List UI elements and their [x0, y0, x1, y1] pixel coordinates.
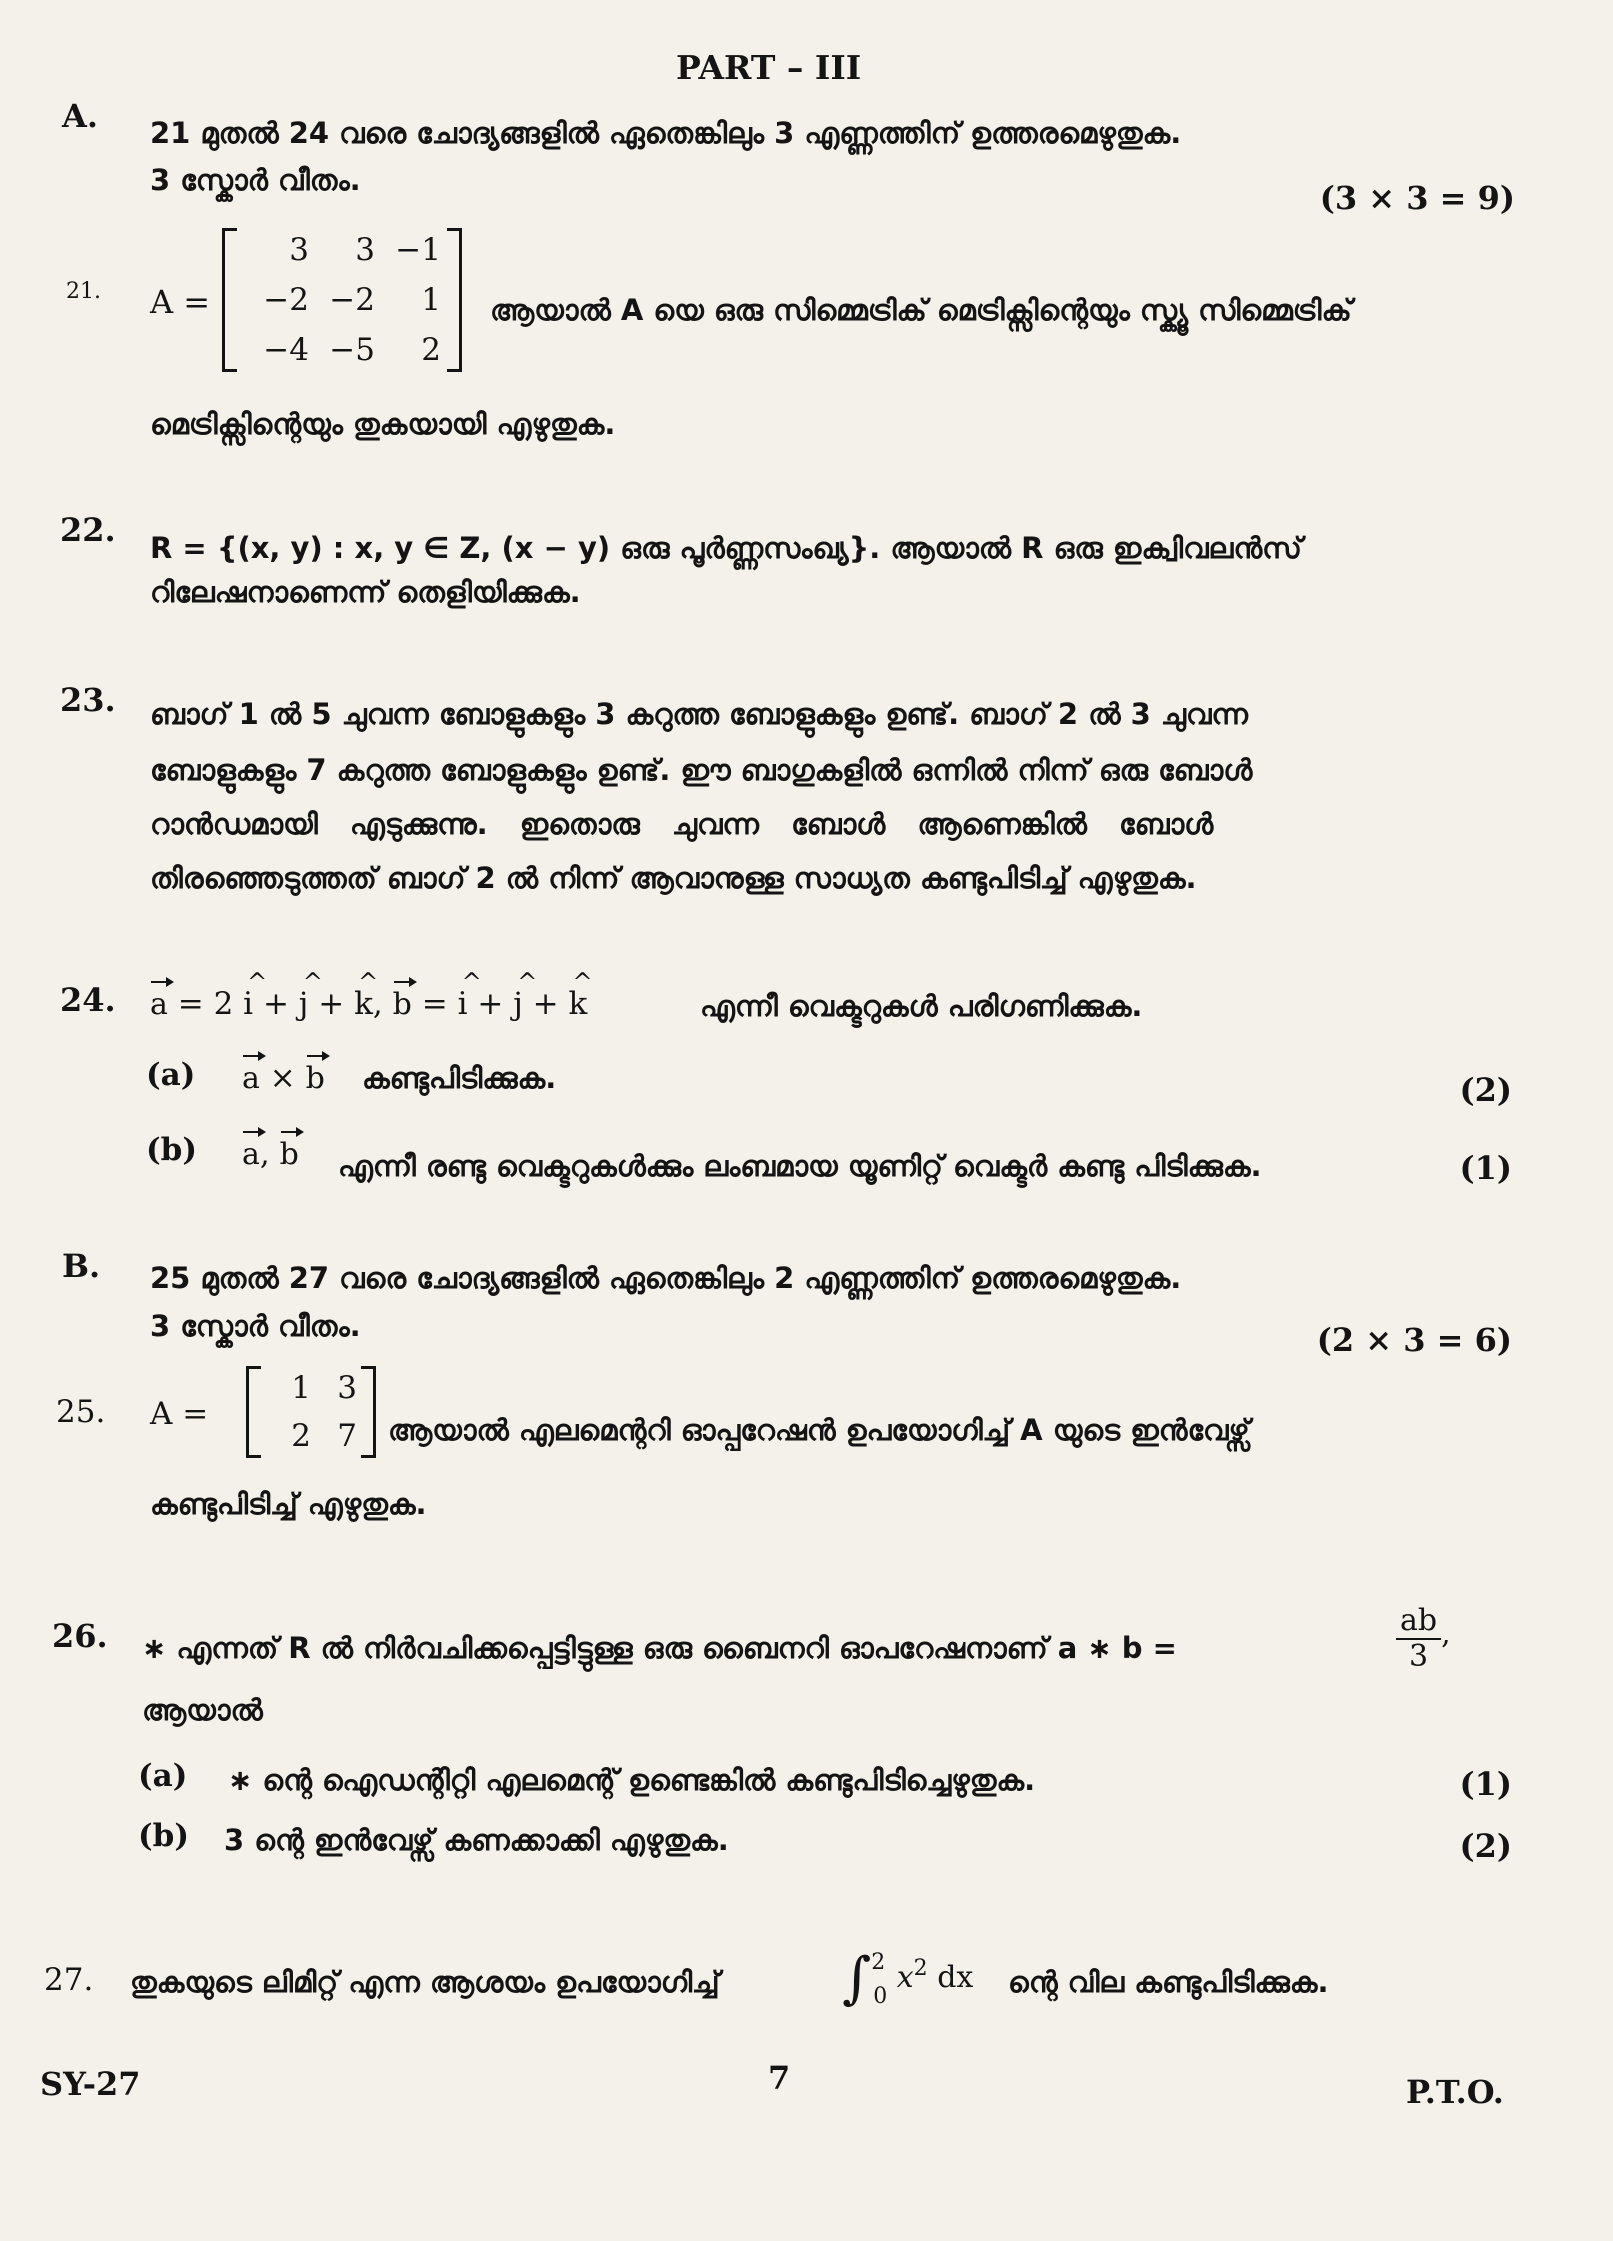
question-text-line: എന്നീ വെക്ടറുകൾ പരിഗണിക്കുക.	[700, 989, 1143, 1023]
comma: ,	[372, 986, 383, 1022]
vector-a: a	[242, 1059, 260, 1099]
integrand-variable: x	[896, 1960, 914, 1995]
question-text-line: മെട്രിക്സിന്റെയും തുകയായി എഴുതുക.	[150, 407, 616, 441]
question-number: 26.	[52, 1617, 108, 1655]
integral-sign: ∫	[842, 1946, 872, 2011]
matrix-cell: −4	[263, 332, 309, 368]
subpart-text: കണ്ടുപിടിക്കുക.	[362, 1061, 557, 1095]
question-text-line: ആയാൽ എലമെന്ററി ഓപ്പറേഷൻ ഉപയോഗിച്ച് A യുടെ ഇൻവേഴ്സ്	[388, 1413, 1250, 1447]
right-bracket	[447, 228, 462, 372]
unit-j: ^ j	[299, 984, 309, 1024]
unit-k: ^ k	[569, 984, 588, 1024]
question-text-line: റാൻഡമായി എടുക്കുന്നു. ഇതൊരു ചുവന്ന ബോൾ ആണെങ്കിൽ ബോൾ	[150, 807, 1214, 841]
question-number: 23.	[60, 681, 116, 719]
fraction-ab-over-3	[1396, 1604, 1451, 1674]
question-text-line: R = {(x, y) : x, y ∈ Z, (x − y) ഒരു പൂർണ്ണസംഖ്യ}. ആയാൽ R ഒരു ഇക്വിവലൻസ്	[150, 531, 1302, 565]
question-text-line: തുകയുടെ ലിമിറ്റ് എന്ന ആശയം ഉപയോഗിച്ച്	[130, 1965, 720, 1999]
matrix-cell: −2	[329, 282, 375, 318]
subpart-label: (a)	[146, 1057, 196, 1093]
matrix-cell: 1	[291, 1370, 311, 1406]
unit-k: ^ k	[354, 984, 373, 1024]
section-b-letter: B.	[62, 1247, 101, 1285]
cross-product-expression	[242, 1058, 325, 1099]
right-bracket	[361, 1366, 376, 1458]
plus: +	[477, 986, 504, 1022]
matrix-cell: 3	[337, 1370, 357, 1406]
question-text-line: റിലേഷനാണെന്ന് തെളിയിക്കുക.	[150, 575, 581, 609]
matrix-a-3x3	[222, 228, 462, 372]
page-number: 7	[768, 2059, 791, 2097]
section-a-marks: (3 × 3 = 9)	[1319, 179, 1515, 217]
plus: +	[262, 986, 289, 1022]
left-bracket	[246, 1366, 261, 1458]
vector-b: b	[306, 1059, 325, 1099]
comma: ,	[259, 1136, 270, 1172]
fraction-numerator: ab	[1396, 1604, 1441, 1640]
question-number: 22.	[60, 511, 116, 549]
matrix-a-2x2	[246, 1366, 376, 1458]
equals: =	[421, 986, 448, 1022]
section-a-instruction: 21 മുതൽ 24 വരെ ചോദ്യങ്ങളിൽ ഏതെങ്കിലും 3 എണ്ണത്തിന് ഉത്തരമെഴുതുക.	[150, 116, 1182, 150]
matrix-cell: 2	[421, 332, 441, 368]
subpart-text: 3 ന്റെ ഇൻവേഴ്സ് കണക്കാക്കി എഴുതുക.	[224, 1823, 729, 1857]
section-b-score-note: 3 സ്കോർ വീതം.	[150, 1309, 361, 1343]
question-number: 25.	[56, 1394, 106, 1430]
vector-b: b	[393, 985, 412, 1025]
definite-integral	[842, 1946, 974, 2011]
unit-i: ^ i	[458, 984, 468, 1024]
subpart-marks: (2)	[1459, 1827, 1512, 1865]
vector-a: a	[150, 985, 168, 1025]
subpart-marks: (2)	[1459, 1071, 1512, 1109]
matrix-cell: −1	[395, 232, 441, 268]
equals: = 2	[177, 986, 234, 1022]
integrand-power: 2	[913, 1956, 928, 1981]
matrix-grid	[237, 228, 447, 372]
matrix-cell: 3	[289, 232, 309, 268]
cross-sign: ×	[269, 1060, 296, 1096]
question-number: 21.	[66, 279, 101, 304]
matrix-cell: 2	[291, 1418, 311, 1454]
vector-definitions	[150, 984, 587, 1025]
section-a-score-note: 3 സ്കോർ വീതം.	[150, 163, 361, 197]
question-text-line: ∗ എന്നത് R ൽ നിർവചിക്കപ്പെട്ടിട്ടുള്ള ഒരു ബൈനറി ഓപറേഷനാണ് a ∗ b =	[142, 1631, 1177, 1665]
fraction	[1396, 1604, 1441, 1674]
vector-b: b	[280, 1135, 299, 1175]
question-text-line: ന്റെ വില കണ്ടുപിടിക്കുക.	[1008, 1965, 1329, 1999]
question-text-line: ബോളുകളും 7 കറുത്ത ബോളുകളും ഉണ്ട്. ഈ ബാഗുകളിൽ ഒന്നിൽ നിന്ന് ഒരു ബോൾ	[150, 753, 1253, 787]
question-text-line: തിരഞ്ഞെടുത്തത് ബാഗ് 2 ൽ നിന്ന് ആവാനുള്ള സാധ്യത കണ്ടുപിടിച്ച് എഴുതുക.	[150, 861, 1197, 895]
part-title: PART – III	[676, 48, 862, 87]
fraction-comma: ,	[1441, 1616, 1451, 1652]
subpart-text: ∗ ന്റെ ഐഡന്റിറ്റി എലമെന്റ് ഉണ്ടെങ്കിൽ കണ്ടുപിടിച്ചെഴുതുക.	[228, 1763, 1036, 1797]
matrix-cell: −2	[263, 282, 309, 318]
integral-upper-limit: 2	[871, 1950, 886, 1975]
subpart-marks: (1)	[1459, 1765, 1512, 1803]
question-number: 24.	[60, 981, 116, 1019]
subpart-text: എന്നീ രണ്ടു വെക്ടറുകൾക്കും ലംബമായ യൂണിറ്റ് വെക്ടർ കണ്ടു പിടിക്കുക.	[338, 1149, 1262, 1183]
matrix-cell: 1	[421, 282, 441, 318]
subpart-label: (a)	[138, 1758, 188, 1794]
question-number: 27.	[44, 1962, 94, 1998]
matrix-cell: −5	[329, 332, 375, 368]
subpart-label: (b)	[146, 1132, 198, 1168]
fraction-denominator: 3	[1409, 1639, 1429, 1674]
vector-pair	[242, 1134, 299, 1175]
plus: +	[532, 986, 559, 1022]
question-text-line: ബാഗ് 1 ൽ 5 ചുവന്ന ബോളുകളും 3 കറുത്ത ബോളുകളും ഉണ്ട്. ബാഗ് 2 ൽ 3 ചുവന്ന	[150, 697, 1248, 731]
question-text-line: ആയാൽ A യെ ഒരു സിമ്മെട്രിക് മെട്രിക്സിന്റെയും സ്ക്യൂ സിമ്മെട്രിക്	[490, 293, 1352, 327]
unit-i: ^ i	[243, 984, 253, 1024]
matrix-lhs: A =	[150, 283, 211, 321]
differential: dx	[927, 1960, 974, 1995]
matrix-lhs: A =	[150, 1396, 209, 1432]
section-b-instruction: 25 മുതൽ 27 വരെ ചോദ്യങ്ങളിൽ ഏതെങ്കിലും 2 എണ്ണത്തിന് ഉത്തരമെഴുതുക.	[150, 1261, 1182, 1295]
integral-lower-limit: 0	[873, 1984, 888, 2009]
please-turn-over: P.T.O.	[1406, 2073, 1504, 2111]
left-bracket	[222, 228, 237, 372]
matrix-cell: 7	[337, 1418, 357, 1454]
subpart-label: (b)	[138, 1818, 190, 1854]
unit-j: ^ j	[513, 984, 523, 1024]
question-text-line: ആയാൽ	[142, 1693, 263, 1727]
matrix-grid	[261, 1366, 361, 1458]
subpart-marks: (1)	[1459, 1149, 1512, 1187]
section-b-marks: (2 × 3 = 6)	[1316, 1321, 1512, 1359]
plus: +	[318, 986, 345, 1022]
matrix-cell: 3	[355, 232, 375, 268]
vector-a: a	[242, 1135, 260, 1175]
question-text-line: കണ്ടുപിടിച്ച് എഴുതുക.	[150, 1487, 427, 1521]
section-a-letter: A.	[62, 97, 98, 135]
paper-code: SY-27	[40, 2065, 141, 2103]
